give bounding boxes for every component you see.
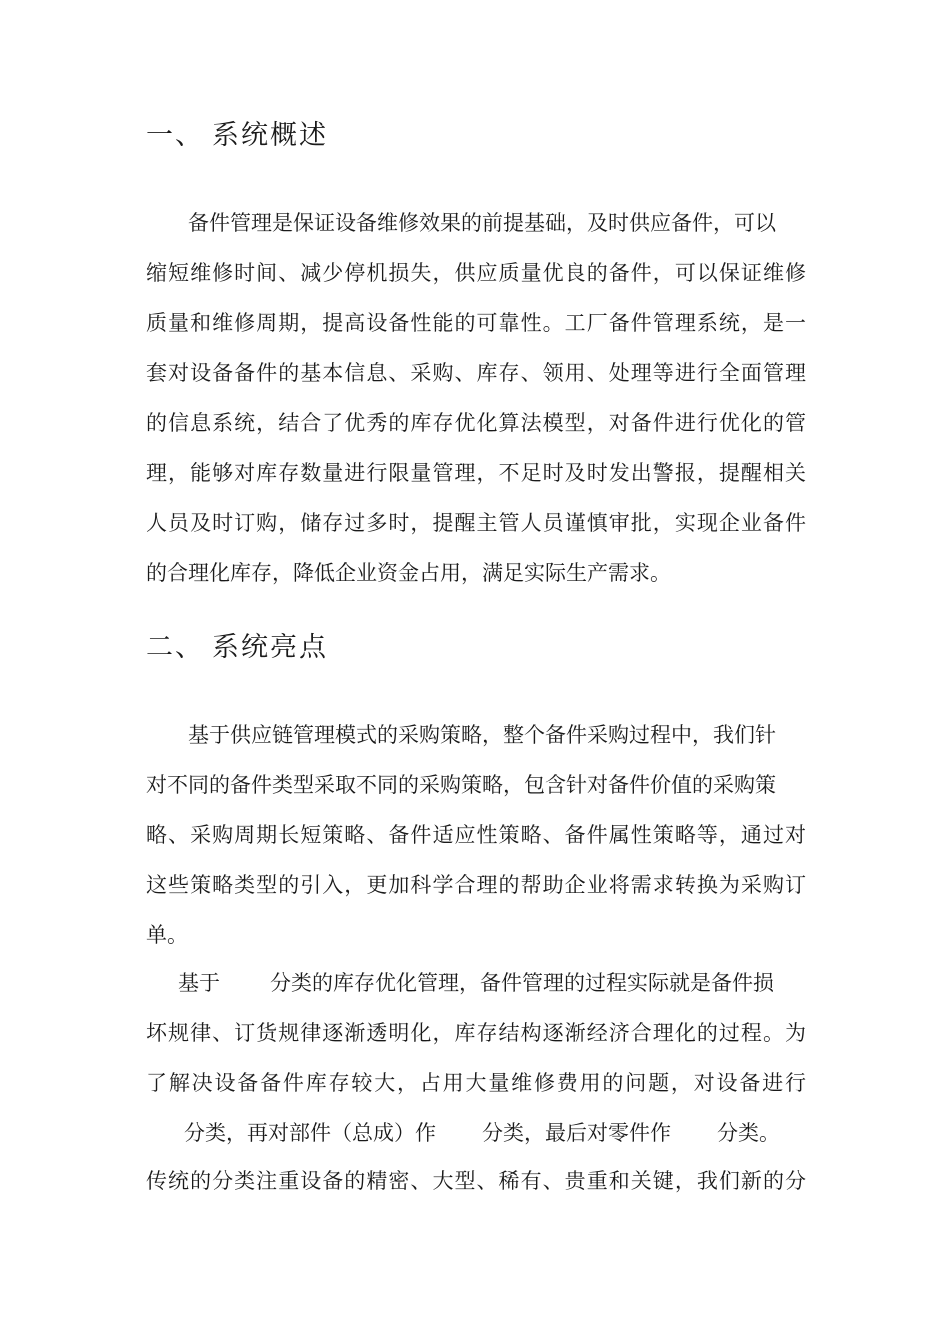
para-2-line-4-part-b: 分类，最后对零件作 (482, 1121, 671, 1145)
para-2-line-1-start: 基于 (178, 971, 220, 995)
section-1-heading (146, 118, 328, 154)
section-2-para-2-line-3: 了解决设备备件库存较大，占用大量维修费用的问题，对设备进行 (146, 1071, 806, 1095)
section-2-para-2-line-5: 传统的分类注重设备的精密、大型、稀有、贵重和关键，我们新的分 (146, 1169, 806, 1193)
section-1-number: 一、 (146, 120, 204, 151)
section-1-line-7: 人员及时订购，储存过多时，提醒主管人员谨慎审批，实现企业备件 (146, 511, 806, 535)
section-1-line-5: 的信息系统，结合了优秀的库存优化算法模型，对备件进行优化的管 (146, 411, 806, 435)
section-2-para-1-line-1: 基于供应链管理模式的采购策略，整个备件采购过程中，我们针 (188, 723, 776, 747)
section-2-para-1-line-3: 略、采购周期长短策略、备件适应性策略、备件属性策略等，通过对 (146, 823, 806, 847)
para-2-line-1-rest: 分类的库存优化管理，备件管理的过程实际就是备件损 (270, 971, 774, 995)
section-1-line-3: 质量和维修周期，提高设备性能的可靠性。工厂备件管理系统，是一 (146, 311, 806, 335)
section-2-para-1-line-2: 对不同的备件类型采取不同的采购策略，包含针对备件价值的采购策 (146, 773, 776, 797)
section-2-para-1-line-4: 这些策略类型的引入，更加科学合理的帮助企业将需求转换为采购订 (146, 873, 806, 897)
section-2-para-2-line-4 (146, 1118, 806, 1148)
section-1-title: 系统概述 (212, 120, 328, 151)
section-2-title: 系统亮点 (212, 632, 328, 663)
section-2-para-1-line-5: 单。 (146, 923, 188, 947)
section-1-line-2: 缩短维修时间、减少停机损失，供应质量优良的备件，可以保证维修 (146, 261, 806, 285)
section-1-line-8: 的合理化库存，降低企业资金占用，满足实际生产需求。 (146, 561, 671, 585)
para-2-line-4-part-c: 分类。 (717, 1121, 780, 1145)
section-2-number: 二、 (146, 632, 204, 663)
section-2-para-2-line-2: 坏规律、订货规律逐渐透明化，库存结构逐渐经济合理化的过程。为 (146, 1021, 806, 1045)
section-2-para-2-line-1 (146, 968, 806, 998)
section-1-line-6: 理，能够对库存数量进行限量管理，不足时及时发出警报，提醒相关 (146, 461, 806, 485)
para-2-line-4-part-a: 分类，再对部件（总成）作 (184, 1121, 436, 1145)
section-1-line-4: 套对设备备件的基本信息、采购、库存、领用、处理等进行全面管理 (146, 361, 806, 385)
section-2-heading (146, 630, 328, 666)
section-1-line-1: 备件管理是保证设备维修效果的前提基础，及时供应备件，可以 (188, 211, 776, 235)
